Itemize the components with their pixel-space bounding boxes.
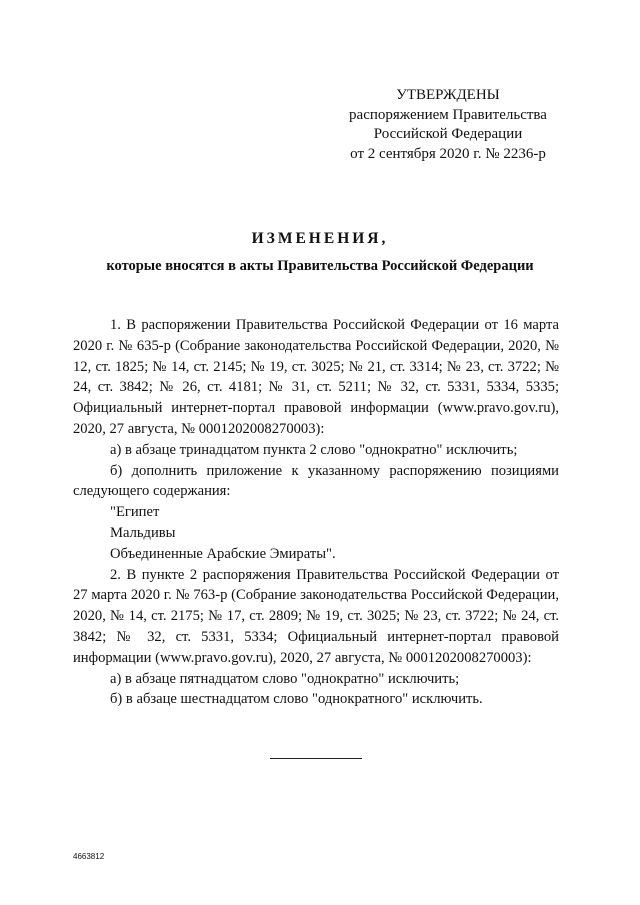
document-subtitle: которые вносятся в акты Правительства Российской Федерации [106,258,534,274]
country-uae: Объединенные Арабские Эмираты". [110,545,336,562]
document-body [73,315,559,710]
item-2-subitem-a: а) в абзаце пятнадцатом слово "однократно" исключить; [110,670,460,687]
document-title: ИЗМЕНЕНИЯ, [251,230,389,247]
item-2-paragraph: 2. В пункте 2 распоряжения Правительства Российской Федерации от 27 марта 2020 г. № 763-р (Собрание законодательства Российской Федерации, 2020, № 14, ст. 2175; № 17, ст. 2809; № 19, ст. 3025; № 23, ст. 3722; № 24, ст. 3842; № 32, ст. 5331, 5334; Официальный интернет-портал правовой информации (www.pravo.gov.ru), 2020, 27 августа, № 0001202008270003): [73,566,559,666]
approval-line: распоряжением Правительства [349,106,547,123]
item-1-subitem-a: а) в абзаце тринадцатом пункта 2 слово "однократно" исключить; [110,441,518,458]
country-egypt: "Египет [110,504,160,521]
item-2-subitem-b: б) в абзаце шестнадцатом слово "однократного" исключить. [110,691,483,708]
country-maldives: Мальдивы [110,524,176,541]
item-1-subitem-b: б) дополнить приложение к указанному распоряжению позициями следующего содержания: [73,462,559,500]
item-1-paragraph: 1. В распоряжении Правительства Российской Федерации от 16 марта 2020 г. № 635-р (Собрание законодательства Российской Федерации, 2020, № 12, ст. 1825; № 14, ст. 2145; № 19, ст. 3025; № 21, ст. 3314; № 23, ст. 3722; № 24, ст. 3842; № 26, ст. 4181; № 31, ст. 5211; № 32, ст. 5331, 5334, 5335; Официальный интернет-портал правовой информации (www.pravo.gov.ru), 2020, 27 августа, № 0001202008270003): [73,317,559,437]
end-divider [270,758,362,759]
approval-line: Российской Федерации [373,126,523,142]
approval-block [330,86,566,164]
approval-date: от 2 сентября 2020 г. № 2236-р [350,145,546,162]
document-number: 4663812 [73,852,105,861]
approval-heading: УТВЕРЖДЕНЫ [396,87,500,103]
